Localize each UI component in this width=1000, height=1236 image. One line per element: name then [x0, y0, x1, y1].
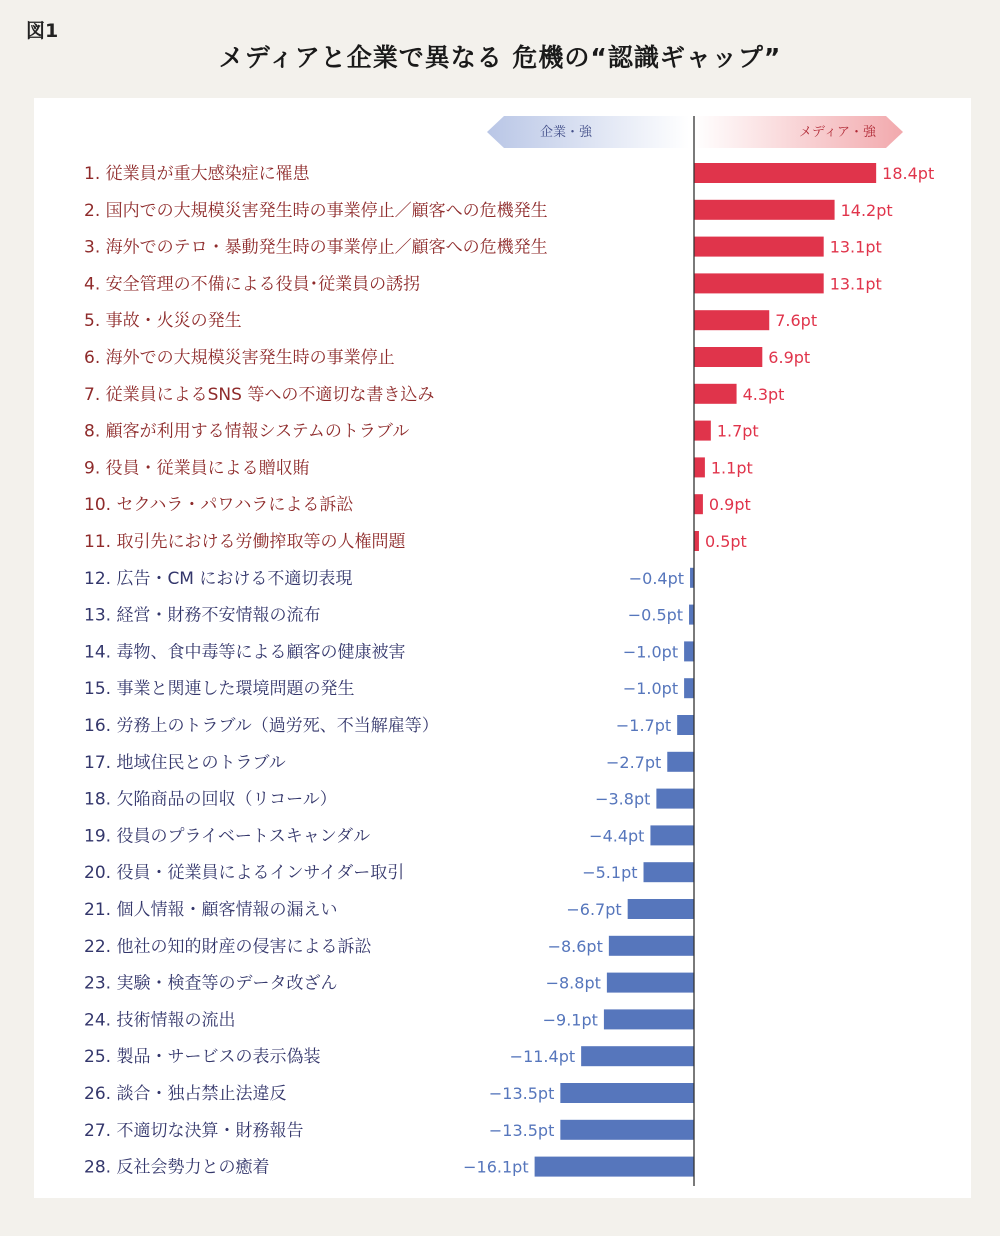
value-label-25: −11.4pt [509, 1047, 576, 1067]
bar-18 [656, 789, 694, 809]
category-label-13: 13. 経営・財務不安情報の流布 [84, 605, 321, 626]
category-labels [84, 164, 548, 1178]
bar-28 [535, 1157, 694, 1177]
category-label-26: 26. 談合・独占禁止法違反 [84, 1084, 287, 1104]
bar-7 [694, 384, 737, 404]
value-label-9: 1.1pt [710, 458, 753, 478]
value-label-3: 13.1pt [829, 237, 882, 257]
category-label-24: 24. 技術情報の流出 [84, 1010, 236, 1031]
value-label-11: 0.5pt [704, 532, 747, 551]
category-label-15: 15. 事業と関連した環境問題の発生 [84, 679, 355, 700]
category-label-27: 27. 不適切な決算・財務報告 [84, 1120, 304, 1141]
bar-10 [694, 494, 703, 514]
figure-label: 図1 [26, 20, 59, 42]
value-label-15: −1.0pt [622, 679, 679, 699]
category-label-23: 23. 実験・検査等のデータ改ざん [84, 973, 338, 994]
value-label-5: 7.6pt [775, 311, 818, 331]
direction-header [487, 116, 903, 148]
value-label-19: −4.4pt [589, 826, 645, 846]
bar-24 [604, 1009, 694, 1029]
bar-2 [694, 200, 835, 220]
value-label-8: 1.7pt [716, 421, 759, 441]
value-label-10: 0.9pt [708, 495, 751, 515]
category-label-21: 21. 個人情報・顧客情報の漏えい [84, 900, 338, 920]
category-label-4: 4. 安全管理の不備による役員･従業員の誘拐 [84, 274, 421, 295]
value-label-21: −6.7pt [566, 900, 622, 919]
value-label-13: −0.5pt [627, 605, 684, 625]
chart-title: メディアと企業で異なる 危機の“認識ギャップ” [218, 43, 782, 72]
bar-14 [684, 641, 694, 661]
bar-23 [607, 973, 694, 993]
category-label-25: 25. 製品・サービスの表示偽装 [84, 1047, 321, 1068]
value-label-28: −16.1pt [463, 1157, 529, 1177]
bar-26 [560, 1083, 694, 1103]
category-label-22: 22. 他社の知的財産の侵害による訴訟 [84, 936, 372, 957]
value-label-12: −0.4pt [628, 568, 685, 588]
value-label-26: −13.5pt [488, 1084, 555, 1103]
category-label-10: 10. セクハラ・パワハラによる訴訟 [84, 495, 354, 516]
category-label-20: 20. 役員・従業員によるインサイダー取引 [84, 863, 405, 884]
media-strong-label: メディア・強 [799, 125, 876, 140]
bar-5 [694, 310, 769, 330]
value-label-7: 4.3pt [742, 384, 785, 404]
value-label-6: 6.9pt [768, 348, 811, 367]
category-label-8: 8. 顧客が利用する情報システムのトラブル [84, 421, 410, 442]
category-label-12: 12. 広告・CM における不適切表現 [84, 568, 353, 589]
value-label-4: 13.1pt [829, 274, 882, 294]
bar-19 [650, 825, 694, 845]
category-label-11: 11. 取引先における労働搾取等の人権問題 [84, 532, 406, 552]
category-label-19: 19. 役員のプライベートスキャンダル [84, 826, 371, 847]
bar-13 [689, 605, 694, 625]
value-label-20: −5.1pt [582, 863, 638, 883]
bar-17 [667, 752, 694, 772]
category-label-17: 17. 地域住民とのトラブル [84, 752, 286, 773]
bar-22 [609, 936, 694, 956]
category-label-2: 2. 国内での大規模災害発生時の事業停止／顧客への危機発生 [84, 200, 548, 221]
value-label-18: −3.8pt [595, 789, 651, 809]
bar-16 [677, 715, 694, 735]
category-label-1: 1. 従業員が重大感染症に罹患 [84, 164, 310, 184]
category-label-16: 16. 労務上のトラブル（過労死、不当解雇等） [84, 716, 439, 736]
bar-chart [34, 98, 971, 1198]
bar-20 [644, 862, 694, 882]
bar-1 [694, 163, 876, 183]
bar-21 [628, 899, 694, 919]
category-label-18: 18. 欠陥商品の回収（リコール） [84, 789, 337, 810]
value-label-23: −8.8pt [545, 973, 601, 993]
company-strong-label: 企業・強 [540, 125, 593, 140]
category-label-7: 7. 従業員によるSNS 等への不適切な書き込み [84, 384, 435, 405]
category-label-28: 28. 反社会勢力との癒着 [84, 1157, 270, 1178]
bar-15 [684, 678, 694, 698]
value-label-14: −1.0pt [622, 642, 679, 662]
value-label-17: −2.7pt [605, 752, 662, 772]
category-label-5: 5. 事故・火災の発生 [84, 311, 242, 332]
chart-panel [34, 98, 971, 1198]
category-label-3: 3. 海外でのテロ・暴動発生時の事業停止／顧客への危機発生 [84, 237, 548, 258]
value-label-22: −8.6pt [547, 936, 603, 956]
bar-11 [694, 531, 699, 551]
bar-8 [694, 421, 711, 441]
value-label-16: −1.7pt [615, 716, 672, 735]
value-label-1: 18.4pt [882, 164, 935, 183]
value-label-2: 14.2pt [840, 200, 893, 220]
bar-3 [694, 237, 824, 257]
category-label-9: 9. 役員・従業員による贈収賄 [84, 458, 310, 479]
category-label-6: 6. 海外での大規模災害発生時の事業停止 [84, 348, 395, 368]
bar-27 [560, 1120, 694, 1140]
category-label-14: 14. 毒物、食中毒等による顧客の健康被害 [84, 642, 406, 663]
value-label-24: −9.1pt [542, 1010, 598, 1030]
bar-25 [581, 1046, 694, 1066]
bar-6 [694, 347, 762, 367]
bar-9 [694, 457, 705, 477]
bar-4 [694, 273, 824, 293]
value-label-27: −13.5pt [488, 1120, 555, 1140]
